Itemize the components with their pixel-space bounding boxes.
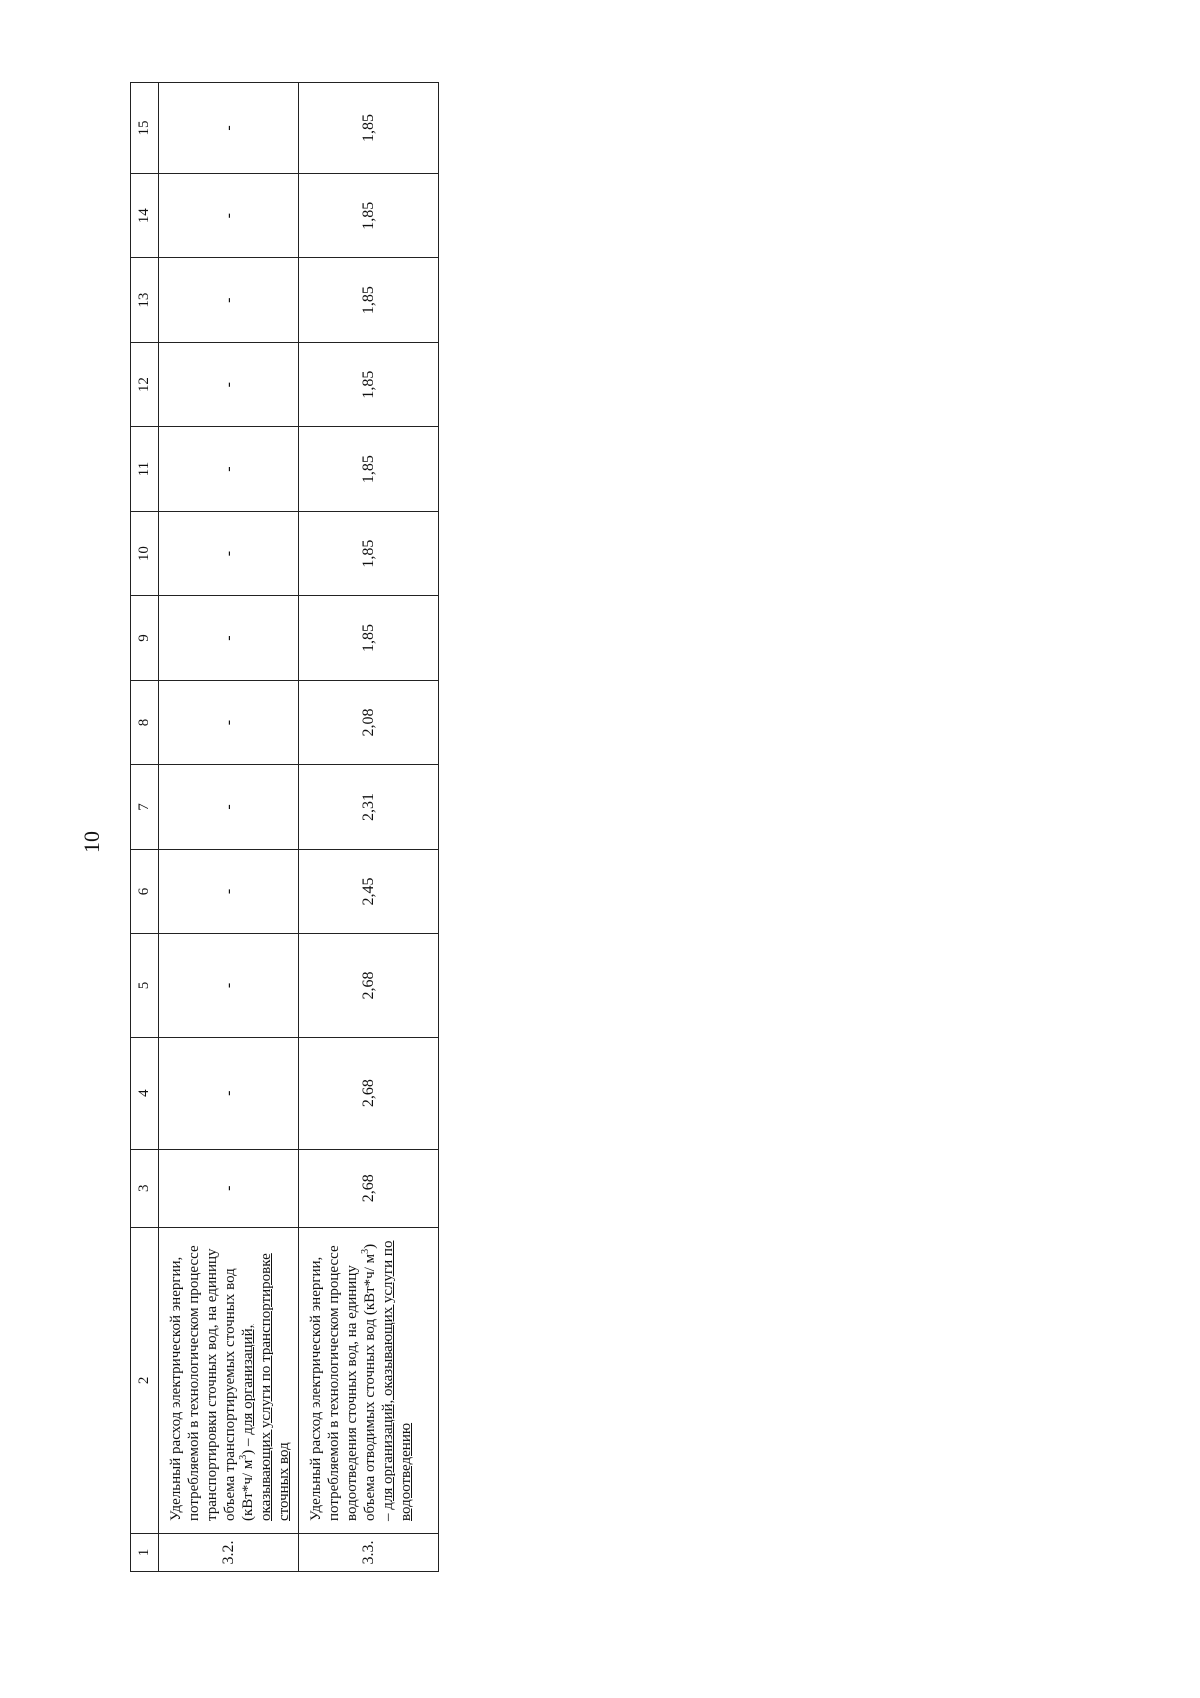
description-text: ) –	[362, 1243, 396, 1521]
description-text: ) –	[240, 1434, 256, 1455]
table-row	[159, 83, 299, 1572]
column-header: 3	[131, 1149, 159, 1227]
description-underlined: для организаций, оказывающих услуги по транспортировке сточных вод	[240, 1253, 292, 1521]
column-header: 5	[131, 934, 159, 1037]
value-cell: -	[159, 342, 299, 426]
value-cell: 2,68	[299, 1149, 439, 1227]
row-number: 3.3.	[299, 1533, 439, 1571]
superscript: 3	[238, 1454, 249, 1460]
value-cell: -	[159, 1149, 299, 1227]
column-header: 11	[131, 427, 159, 511]
value-cell: 2,31	[299, 765, 439, 849]
column-header: 7	[131, 765, 159, 849]
description-text: Удельный расход электрической энергии, потребляемой в технологическом процессе транспортировки сточных вод, на единицу объема транспортируемых сточных вод (кВт*ч/ м	[168, 1245, 256, 1521]
column-header: 9	[131, 596, 159, 680]
column-header: 13	[131, 258, 159, 342]
column-header: 14	[131, 173, 159, 257]
value-cell: -	[159, 680, 299, 764]
column-header: 8	[131, 680, 159, 764]
row-description	[159, 1227, 299, 1533]
table-row	[299, 83, 439, 1572]
value-cell: 2,08	[299, 680, 439, 764]
value-cell: -	[159, 849, 299, 933]
value-cell: -	[159, 173, 299, 257]
value-cell: -	[159, 1037, 299, 1149]
description-underlined: для организаций, оказывающих услуги по водоотведению	[380, 1240, 414, 1521]
value-cell: 1,85	[299, 511, 439, 595]
column-header: 15	[131, 83, 159, 174]
value-cell: 1,85	[299, 83, 439, 174]
column-header: 1	[131, 1533, 159, 1571]
description-text: Удельный расход электрической энергии, потребляемой в технологическом процессе водоотведения сточных вод, на единицу объема отводимых сточных вод (кВт*ч/ м	[308, 1245, 378, 1521]
value-cell: -	[159, 258, 299, 342]
value-cell: 1,85	[299, 258, 439, 342]
row-number: 3.2.	[159, 1533, 299, 1571]
value-cell: -	[159, 765, 299, 849]
value-cell: -	[159, 427, 299, 511]
header-row	[131, 83, 159, 1572]
value-cell: 1,85	[299, 173, 439, 257]
column-header: 12	[131, 342, 159, 426]
column-header: 6	[131, 849, 159, 933]
superscript: 3	[360, 1248, 371, 1254]
value-cell: -	[159, 596, 299, 680]
value-cell: 2,68	[299, 1037, 439, 1149]
rotated-table-container	[130, 82, 438, 1572]
row-description	[299, 1227, 439, 1533]
value-cell: 2,68	[299, 934, 439, 1037]
value-cell: -	[159, 511, 299, 595]
indicator-table	[130, 82, 439, 1572]
page-number: 10	[79, 831, 104, 853]
value-cell: -	[159, 934, 299, 1037]
value-cell: 2,45	[299, 849, 439, 933]
value-cell: 1,85	[299, 342, 439, 426]
value-cell: 1,85	[299, 596, 439, 680]
value-cell: 1,85	[299, 427, 439, 511]
column-header: 10	[131, 511, 159, 595]
column-header: 2	[131, 1227, 159, 1533]
column-header: 4	[131, 1037, 159, 1149]
value-cell: -	[159, 83, 299, 174]
